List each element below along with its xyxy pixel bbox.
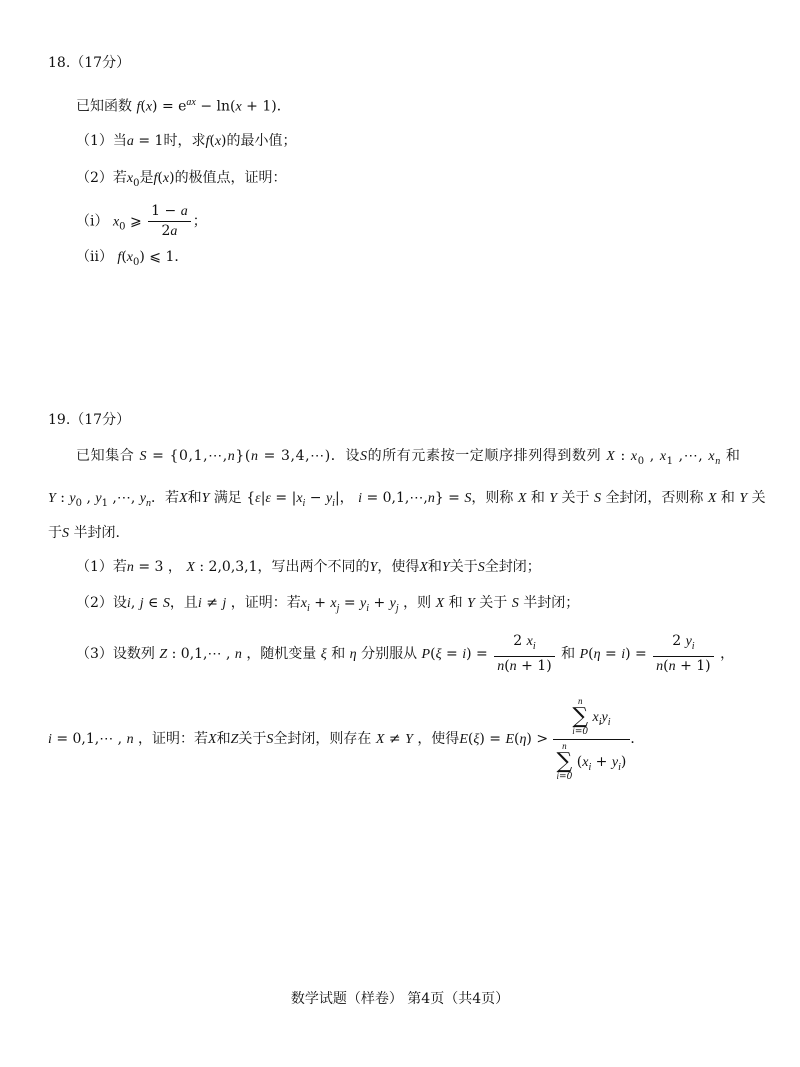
q19-p1-d: 和 (427, 559, 442, 575)
q19-header: 19.（17分） (48, 412, 131, 428)
q19-p2-e: 和 (448, 595, 463, 611)
q19-p2-b: ，且 (169, 595, 198, 611)
q19-line1-d: 和 (725, 448, 741, 464)
q18-part2: （2）若$x_0$是f(x)的极值点，证明： (76, 170, 287, 189)
q19-p3-frac-xi: $\frac{2 x_i}{n(n + 1)}$ (494, 632, 554, 676)
q19-line3: 于S 半封闭. (48, 525, 120, 541)
q18-sub-ii: （ii） $f(x_0)$ ⩽ 1． (76, 249, 189, 268)
q19-p1-e: 关于 (449, 559, 478, 575)
q19-p2-a: （2）设 (76, 595, 127, 611)
q19-last-c: 关于 (238, 731, 267, 747)
q19-line2-a: ．若 (151, 490, 179, 506)
q19-p3-b: ，随机变量 (246, 645, 317, 662)
q18-function-def: f (136, 99, 141, 115)
q19-line2-b: 和 (187, 490, 202, 506)
q19-line2-e: 和 (530, 490, 545, 506)
q19-p3-frac-eta: $\frac{2 y_i}{n(n + 1)}$ (653, 632, 713, 676)
q19-line2-i: 关 (751, 490, 766, 506)
q19-part2: （2）设i, j ∈ S，且i ≠ j ，证明：若$x_i + x_j = y_i + y_j$ ，则 X 和 Y 关于 S 半封闭； (76, 595, 580, 614)
q19-line2-d: ，则称 (471, 490, 514, 506)
q19-line1-c: 的所有元素按一定顺序排列得到数列 (367, 448, 602, 464)
q19-line1: 已知集合 S = {0,1,⋯,n}(n = 3,4,⋯)．设S的所有元素按一定顺序排列得到数列 X : $x_0$ , $x_1$ ,⋯, $x_n$ 和 (76, 448, 741, 467)
q18-part1-mid: 时，求 (163, 133, 206, 149)
q19-last-a: ，证明：若 (138, 731, 209, 747)
q18-header: 18.（17分） (48, 55, 131, 71)
q19-line3-b: 半封闭. (73, 525, 120, 541)
q18-part1-tail: 的最小值； (226, 133, 297, 149)
q19-part1: （1）若n = 3 ， X : 2,0,3,1，写出两个不同的Y，使得X和Y关于S全封闭； (76, 559, 541, 575)
q19-p1-b: ，写出两个不同的 (257, 559, 370, 575)
q19-last-b: 和 (216, 731, 231, 747)
q18-intro-text: 已知函数 (76, 98, 132, 115)
q18-sub-ii-label: （ii） (76, 249, 113, 265)
q19-p2-c: ，证明：若 (230, 595, 301, 611)
q18-part2-mid: 是 (139, 170, 154, 186)
q19-line2-g: 全封闭，否则称 (605, 490, 704, 506)
q19-p2-g: 半封闭； (523, 595, 580, 611)
q19-line1-b: ．设 (330, 448, 360, 464)
q19-p3-c: 和 (331, 645, 346, 662)
q19-final: i = 0,1,⋯ , n ，证明：若X和Z关于S全封闭，则存在 X ≠ Y ，使得E(ξ) = E(η) > n ∑ i=0 $x_iy_i$ n ∑ i=0 $(x_i + y_i)$ ． (48, 695, 645, 782)
q18-sub-i: （i） $x_0$ ⩾ $\frac{1 - a}{2a}$ ； (76, 203, 207, 239)
q19-part3: （3）设数列 Z : 0,1,⋯ , n ，随机变量 ξ 和 η 分别服从 P(ξ = i) = $\frac{2 x_i}{n(n + 1)}$ 和 P(η = i) = $\frac{2 y_i}{n(n + 1)}$ ， (76, 633, 735, 674)
q19-p3-e: 和 (561, 645, 576, 662)
q19-line1-a: 已知集合 (76, 448, 135, 464)
q19-p2-d: ，则 (403, 595, 432, 611)
q18-sub-i-fraction: $\frac{1 - a}{2a}$ (148, 202, 191, 241)
q18-sub-i-label: （i） (76, 213, 109, 230)
q18-part1: （1）当a = 1时，求f(x)的最小值； (76, 133, 297, 149)
q19-p1-c: ，使得 (377, 559, 420, 575)
q19-line3-a: 于 (48, 525, 62, 541)
q19-final-fraction: n ∑ i=0 $x_iy_i$ n ∑ i=0 $(x_i + y_i)$ (553, 697, 631, 782)
q19-last-d: 全封闭，则存在 (273, 731, 372, 747)
q19-last-e: ，使得 (417, 731, 460, 747)
q19-p3-d: 分别服从 (361, 645, 418, 662)
q19-p2-f: 关于 (479, 595, 508, 611)
q19-line2: Y : $y_0$ , $y_1$ ,⋯, $y_n$．若X和Y 满足 {$\varepsilon|\varepsilon = |x_i - y_i|$， i = 0,1,⋯,n} = S，则称 X 和 Y 关于 S 全封闭，否则称 X 和 Y 关 (48, 490, 766, 509)
q18-intro: 已知函数 $f(x) = e^{ax} - \ln(x + 1)$． (76, 97, 291, 115)
q18-part1-lead: （1）当 (76, 133, 127, 149)
page-footer: 数学试题（样卷） 第4页（共4页） (290, 991, 510, 1007)
q19-line2-h: 和 (720, 490, 735, 506)
sum-bottom: n ∑ i=0 (556, 740, 573, 782)
q19-p3-a: （3）设数列 (76, 645, 155, 662)
q19-p1-a: （1）若 (76, 559, 127, 575)
q19-line2-c: 满足 (213, 490, 242, 506)
q18-part2-lead: （2）若 (76, 170, 127, 186)
q18-part2-tail: 的极值点，证明： (174, 170, 287, 186)
sum-top: n ∑ i=0 (572, 695, 589, 737)
q19-p1-f: 全封闭； (484, 559, 541, 575)
q19-line2-f: 关于 (561, 490, 590, 506)
